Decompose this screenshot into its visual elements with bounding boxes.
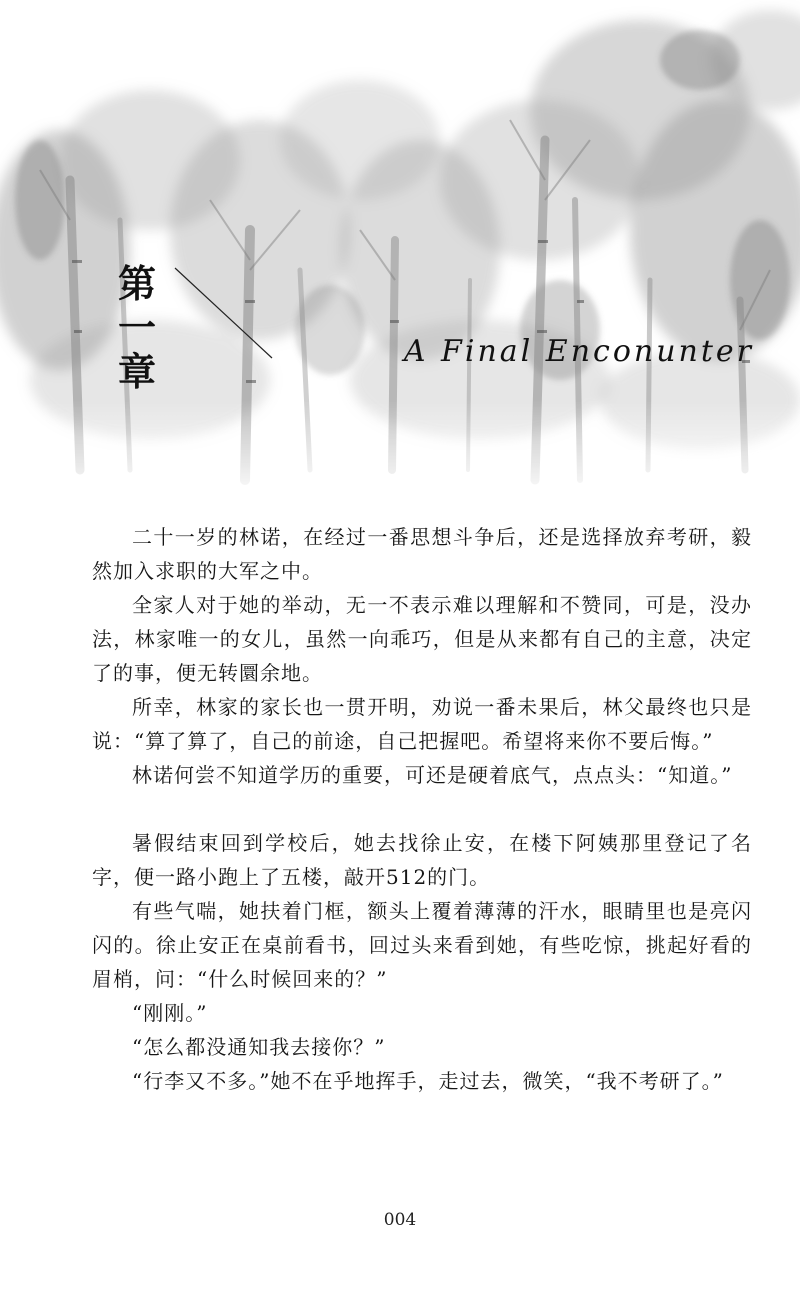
page-number: 004 (383, 1210, 417, 1230)
paragraph: “刚刚。” (132, 1001, 208, 1025)
chapter-diagonal-rule (0, 0, 800, 500)
body-text (92, 520, 752, 1098)
chapter-mark-char: 第 (117, 261, 156, 306)
paragraph: 所幸，林家的家长也一贯开明，劝说一番未果后，林父最终也只是说：“算了算了，自己的前途，自己把握吧。希望将来你不要后悔。” (92, 695, 752, 753)
chapter-mark-char: 章 (117, 349, 156, 394)
paragraph: 林诺何尝不知道学历的重要，可还是硬着底气，点点头：“知道。” (132, 763, 733, 787)
paragraph: 二十一岁的林诺，在经过一番思想斗争后，还是选择放弃考研，毅然加入求职的大军之中。 (92, 525, 752, 583)
paragraph: 全家人对于她的举动，无一不表示难以理解和不赞同，可是，没办法，林家唯一的女儿，虽然一向乖巧，但是从来都有自己的主意，决定了的事，便无转圜余地。 (92, 593, 752, 685)
paragraph: “怎么都没通知我去接你？” (132, 1035, 386, 1059)
chapter-mark-char: 一 (117, 305, 156, 350)
paragraph: 暑假结束回到学校后，她去找徐止安，在楼下阿姨那里登记了名字，便一路小跑上了五楼，敲开512的门。 (92, 831, 752, 889)
paragraph: 有些气喘，她扶着门框，额头上覆着薄薄的汗水，眼睛里也是亮闪闪的。徐止安正在桌前看书，回过头来看到她，有些吃惊，挑起好看的眉梢，问：“什么时候回来的？” (92, 899, 752, 991)
paragraph: “行李又不多。”她不在乎地挥手，走过去，微笑，“我不考研了。” (132, 1069, 724, 1093)
chapter-english-title: A Final Enconunter (403, 334, 754, 369)
